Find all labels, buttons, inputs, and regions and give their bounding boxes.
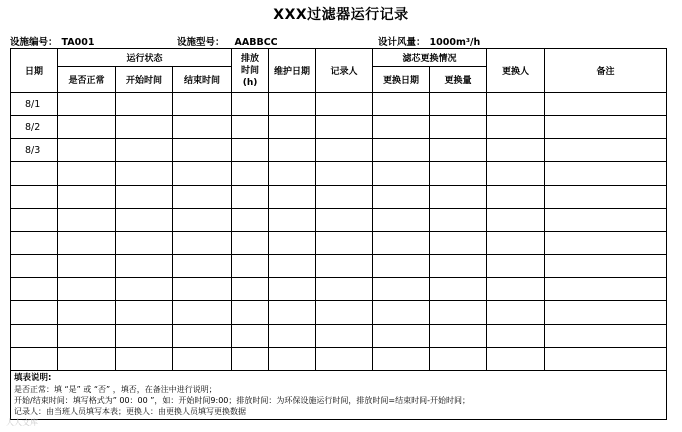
change-qty-cell[interactable] — [430, 162, 487, 185]
changer-cell[interactable] — [487, 301, 545, 324]
is-normal-cell[interactable] — [58, 116, 116, 139]
header-change-date: 更换日期 — [373, 67, 430, 93]
change-date-cell[interactable] — [373, 93, 430, 116]
date-cell[interactable] — [11, 231, 58, 254]
discharge-cell[interactable] — [232, 278, 269, 301]
changer-cell[interactable] — [487, 185, 545, 208]
start-time-cell[interactable] — [116, 231, 173, 254]
changer-cell[interactable] — [487, 208, 545, 231]
maint-date-cell[interactable] — [269, 255, 316, 278]
start-time-cell[interactable] — [116, 116, 173, 139]
table-row — [11, 208, 667, 231]
table-row — [11, 278, 667, 301]
remark-cell[interactable] — [545, 116, 667, 139]
change-date-cell[interactable] — [373, 116, 430, 139]
is-normal-cell[interactable] — [58, 278, 116, 301]
change-qty-cell[interactable] — [430, 139, 487, 162]
discharge-cell[interactable] — [232, 255, 269, 278]
facility-code-label: 设施编号： — [10, 37, 58, 48]
change-qty-cell[interactable] — [430, 185, 487, 208]
is-normal-cell[interactable] — [58, 139, 116, 162]
is-normal-cell[interactable] — [58, 93, 116, 116]
header-recorder: 记录人 — [316, 49, 373, 93]
start-time-cell[interactable] — [116, 162, 173, 185]
discharge-cell[interactable] — [232, 324, 269, 347]
header-change-qty: 更换量 — [430, 67, 487, 93]
change-date-cell[interactable] — [373, 139, 430, 162]
date-cell[interactable] — [11, 347, 58, 370]
change-qty-cell[interactable] — [430, 116, 487, 139]
date-cell[interactable] — [11, 278, 58, 301]
notes-heading: 填表说明: — [14, 373, 52, 383]
changer-cell[interactable] — [487, 347, 545, 370]
remark-cell[interactable] — [545, 278, 667, 301]
maint-date-cell[interactable] — [269, 347, 316, 370]
is-normal-cell[interactable] — [58, 324, 116, 347]
page-title: XXX过滤器运行记录 — [273, 7, 409, 23]
header-discharge-time — [232, 49, 269, 93]
recorder-cell[interactable] — [316, 116, 373, 139]
start-time-cell[interactable] — [116, 93, 173, 116]
changer-cell[interactable] — [487, 93, 545, 116]
start-time-cell[interactable] — [116, 208, 173, 231]
remark-cell[interactable] — [545, 324, 667, 347]
remark-cell[interactable] — [545, 231, 667, 254]
recorder-cell[interactable] — [316, 93, 373, 116]
date-cell[interactable] — [11, 324, 58, 347]
header-discharge-line1: 排放 — [241, 53, 260, 64]
discharge-cell[interactable] — [232, 93, 269, 116]
is-normal-cell[interactable] — [58, 185, 116, 208]
end-time-cell[interactable] — [173, 301, 232, 324]
recorder-cell[interactable] — [316, 162, 373, 185]
recorder-cell[interactable] — [316, 255, 373, 278]
is-normal-cell[interactable] — [58, 255, 116, 278]
date-cell[interactable] — [11, 185, 58, 208]
end-time-cell[interactable] — [173, 324, 232, 347]
recorder-cell[interactable] — [316, 324, 373, 347]
date-cell[interactable]: 8/3 — [11, 139, 58, 162]
change-date-cell[interactable] — [373, 208, 430, 231]
maint-date-cell[interactable] — [269, 324, 316, 347]
maint-date-cell[interactable] — [269, 139, 316, 162]
change-qty-cell[interactable] — [430, 278, 487, 301]
date-cell[interactable] — [11, 162, 58, 185]
start-time-cell[interactable] — [116, 278, 173, 301]
header-end-time: 结束时间 — [173, 67, 232, 93]
end-time-cell[interactable] — [173, 93, 232, 116]
facility-code — [10, 34, 94, 48]
remark-cell[interactable] — [545, 208, 667, 231]
recorder-cell[interactable] — [316, 301, 373, 324]
remark-cell[interactable] — [545, 301, 667, 324]
table-row — [11, 347, 667, 370]
remark-cell[interactable] — [545, 162, 667, 185]
header-changer: 更换人 — [487, 49, 545, 93]
date-cell[interactable] — [11, 255, 58, 278]
end-time-cell[interactable] — [173, 116, 232, 139]
record-rows — [11, 93, 667, 371]
start-time-cell[interactable] — [116, 324, 173, 347]
change-qty-cell[interactable] — [430, 301, 487, 324]
remark-cell[interactable] — [545, 93, 667, 116]
change-qty-cell[interactable] — [430, 208, 487, 231]
header-date: 日期 — [11, 49, 58, 93]
changer-cell[interactable] — [487, 324, 545, 347]
recorder-cell[interactable] — [316, 185, 373, 208]
change-date-cell[interactable] — [373, 231, 430, 254]
notes-row — [11, 371, 667, 420]
watermark: 人人文库 — [6, 418, 38, 427]
date-cell[interactable] — [11, 208, 58, 231]
is-normal-cell[interactable] — [58, 231, 116, 254]
notes-line: 是否正常：填 “是” 或 “否” ，填否，在备注中进行说明； — [14, 385, 217, 394]
notes-line: 记录人：由当班人员填写本表；更换人：由更换人员填写更换数据 — [14, 407, 246, 416]
header-run-status: 运行状态 — [58, 49, 232, 67]
maint-date-cell[interactable] — [269, 231, 316, 254]
is-normal-cell[interactable] — [58, 162, 116, 185]
end-time-cell[interactable] — [173, 231, 232, 254]
change-date-cell[interactable] — [373, 185, 430, 208]
table-row — [11, 116, 667, 139]
maint-date-cell[interactable] — [269, 208, 316, 231]
table-row — [11, 139, 667, 162]
end-time-cell[interactable] — [173, 208, 232, 231]
change-qty-cell[interactable] — [430, 255, 487, 278]
maint-date-cell[interactable] — [269, 93, 316, 116]
end-time-cell[interactable] — [173, 162, 232, 185]
design-airflow-label: 设计风量： — [378, 37, 426, 48]
end-time-cell[interactable] — [173, 139, 232, 162]
header-discharge-line2: 时间 — [241, 65, 260, 76]
facility-model — [177, 34, 278, 48]
change-date-cell[interactable] — [373, 278, 430, 301]
change-date-cell[interactable] — [373, 162, 430, 185]
discharge-cell[interactable] — [232, 301, 269, 324]
header-remark: 备注 — [545, 49, 667, 93]
change-qty-cell[interactable] — [430, 347, 487, 370]
is-normal-cell[interactable] — [58, 208, 116, 231]
start-time-cell[interactable] — [116, 301, 173, 324]
date-cell[interactable]: 8/2 — [11, 116, 58, 139]
changer-cell[interactable] — [487, 231, 545, 254]
facility-code-value: TA001 — [61, 37, 95, 48]
is-normal-cell[interactable] — [58, 301, 116, 324]
start-time-cell[interactable] — [116, 139, 173, 162]
discharge-cell[interactable] — [232, 231, 269, 254]
header-maint-date: 维护日期 — [269, 49, 316, 93]
table-row — [11, 162, 667, 185]
recorder-cell[interactable] — [316, 208, 373, 231]
remark-cell[interactable] — [545, 347, 667, 370]
table-row — [11, 324, 667, 347]
recorder-cell[interactable] — [316, 278, 373, 301]
maint-date-cell[interactable] — [269, 116, 316, 139]
discharge-cell[interactable] — [232, 116, 269, 139]
maint-date-cell[interactable] — [269, 301, 316, 324]
maint-date-cell[interactable] — [269, 162, 316, 185]
table-row — [11, 93, 667, 116]
change-qty-cell[interactable] — [430, 231, 487, 254]
discharge-cell[interactable] — [232, 208, 269, 231]
recorder-cell[interactable] — [316, 347, 373, 370]
header-start-time: 开始时间 — [116, 67, 173, 93]
discharge-cell[interactable] — [232, 185, 269, 208]
design-airflow — [378, 34, 480, 48]
notes-cell — [11, 371, 667, 420]
end-time-cell[interactable] — [173, 255, 232, 278]
start-time-cell[interactable] — [116, 185, 173, 208]
remark-cell[interactable] — [545, 185, 667, 208]
maint-date-cell[interactable] — [269, 185, 316, 208]
table-row — [11, 255, 667, 278]
remark-cell[interactable] — [545, 255, 667, 278]
facility-model-value: AABBCC — [234, 37, 278, 48]
end-time-cell[interactable] — [173, 278, 232, 301]
header-is-normal: 是否正常 — [58, 67, 116, 93]
date-cell[interactable] — [11, 301, 58, 324]
notes-line: 开始/结束时间：填写格式为” 00：00 ”，如：开始时间9:00；排放时间：为环保设施运行时间，排放时间=结束时间-开始时间； — [14, 396, 470, 405]
change-date-cell[interactable] — [373, 347, 430, 370]
changer-cell[interactable] — [487, 162, 545, 185]
change-date-cell[interactable] — [373, 255, 430, 278]
change-date-cell[interactable] — [373, 301, 430, 324]
changer-cell[interactable] — [487, 116, 545, 139]
design-airflow-value: 1000m³/h — [429, 37, 481, 48]
recorder-cell[interactable] — [316, 139, 373, 162]
changer-cell[interactable] — [487, 139, 545, 162]
table-row — [11, 301, 667, 324]
record-table — [10, 48, 667, 420]
discharge-cell[interactable] — [232, 162, 269, 185]
discharge-cell[interactable] — [232, 139, 269, 162]
maint-date-cell[interactable] — [269, 278, 316, 301]
header-filter-change: 滤芯更换情况 — [373, 49, 487, 67]
discharge-cell[interactable] — [232, 347, 269, 370]
change-qty-cell[interactable] — [430, 324, 487, 347]
start-time-cell[interactable] — [116, 347, 173, 370]
is-normal-cell[interactable] — [58, 347, 116, 370]
end-time-cell[interactable] — [173, 185, 232, 208]
end-time-cell[interactable] — [173, 347, 232, 370]
change-qty-cell[interactable] — [430, 93, 487, 116]
header-discharge-line3: (h) — [242, 77, 258, 88]
changer-cell[interactable] — [487, 255, 545, 278]
header-row-1 — [11, 49, 667, 67]
table-row — [11, 231, 667, 254]
date-cell[interactable]: 8/1 — [11, 93, 58, 116]
changer-cell[interactable] — [487, 278, 545, 301]
change-date-cell[interactable] — [373, 324, 430, 347]
facility-model-label: 设施型号： — [177, 37, 225, 48]
recorder-cell[interactable] — [316, 231, 373, 254]
table-row — [11, 185, 667, 208]
remark-cell[interactable] — [545, 139, 667, 162]
start-time-cell[interactable] — [116, 255, 173, 278]
